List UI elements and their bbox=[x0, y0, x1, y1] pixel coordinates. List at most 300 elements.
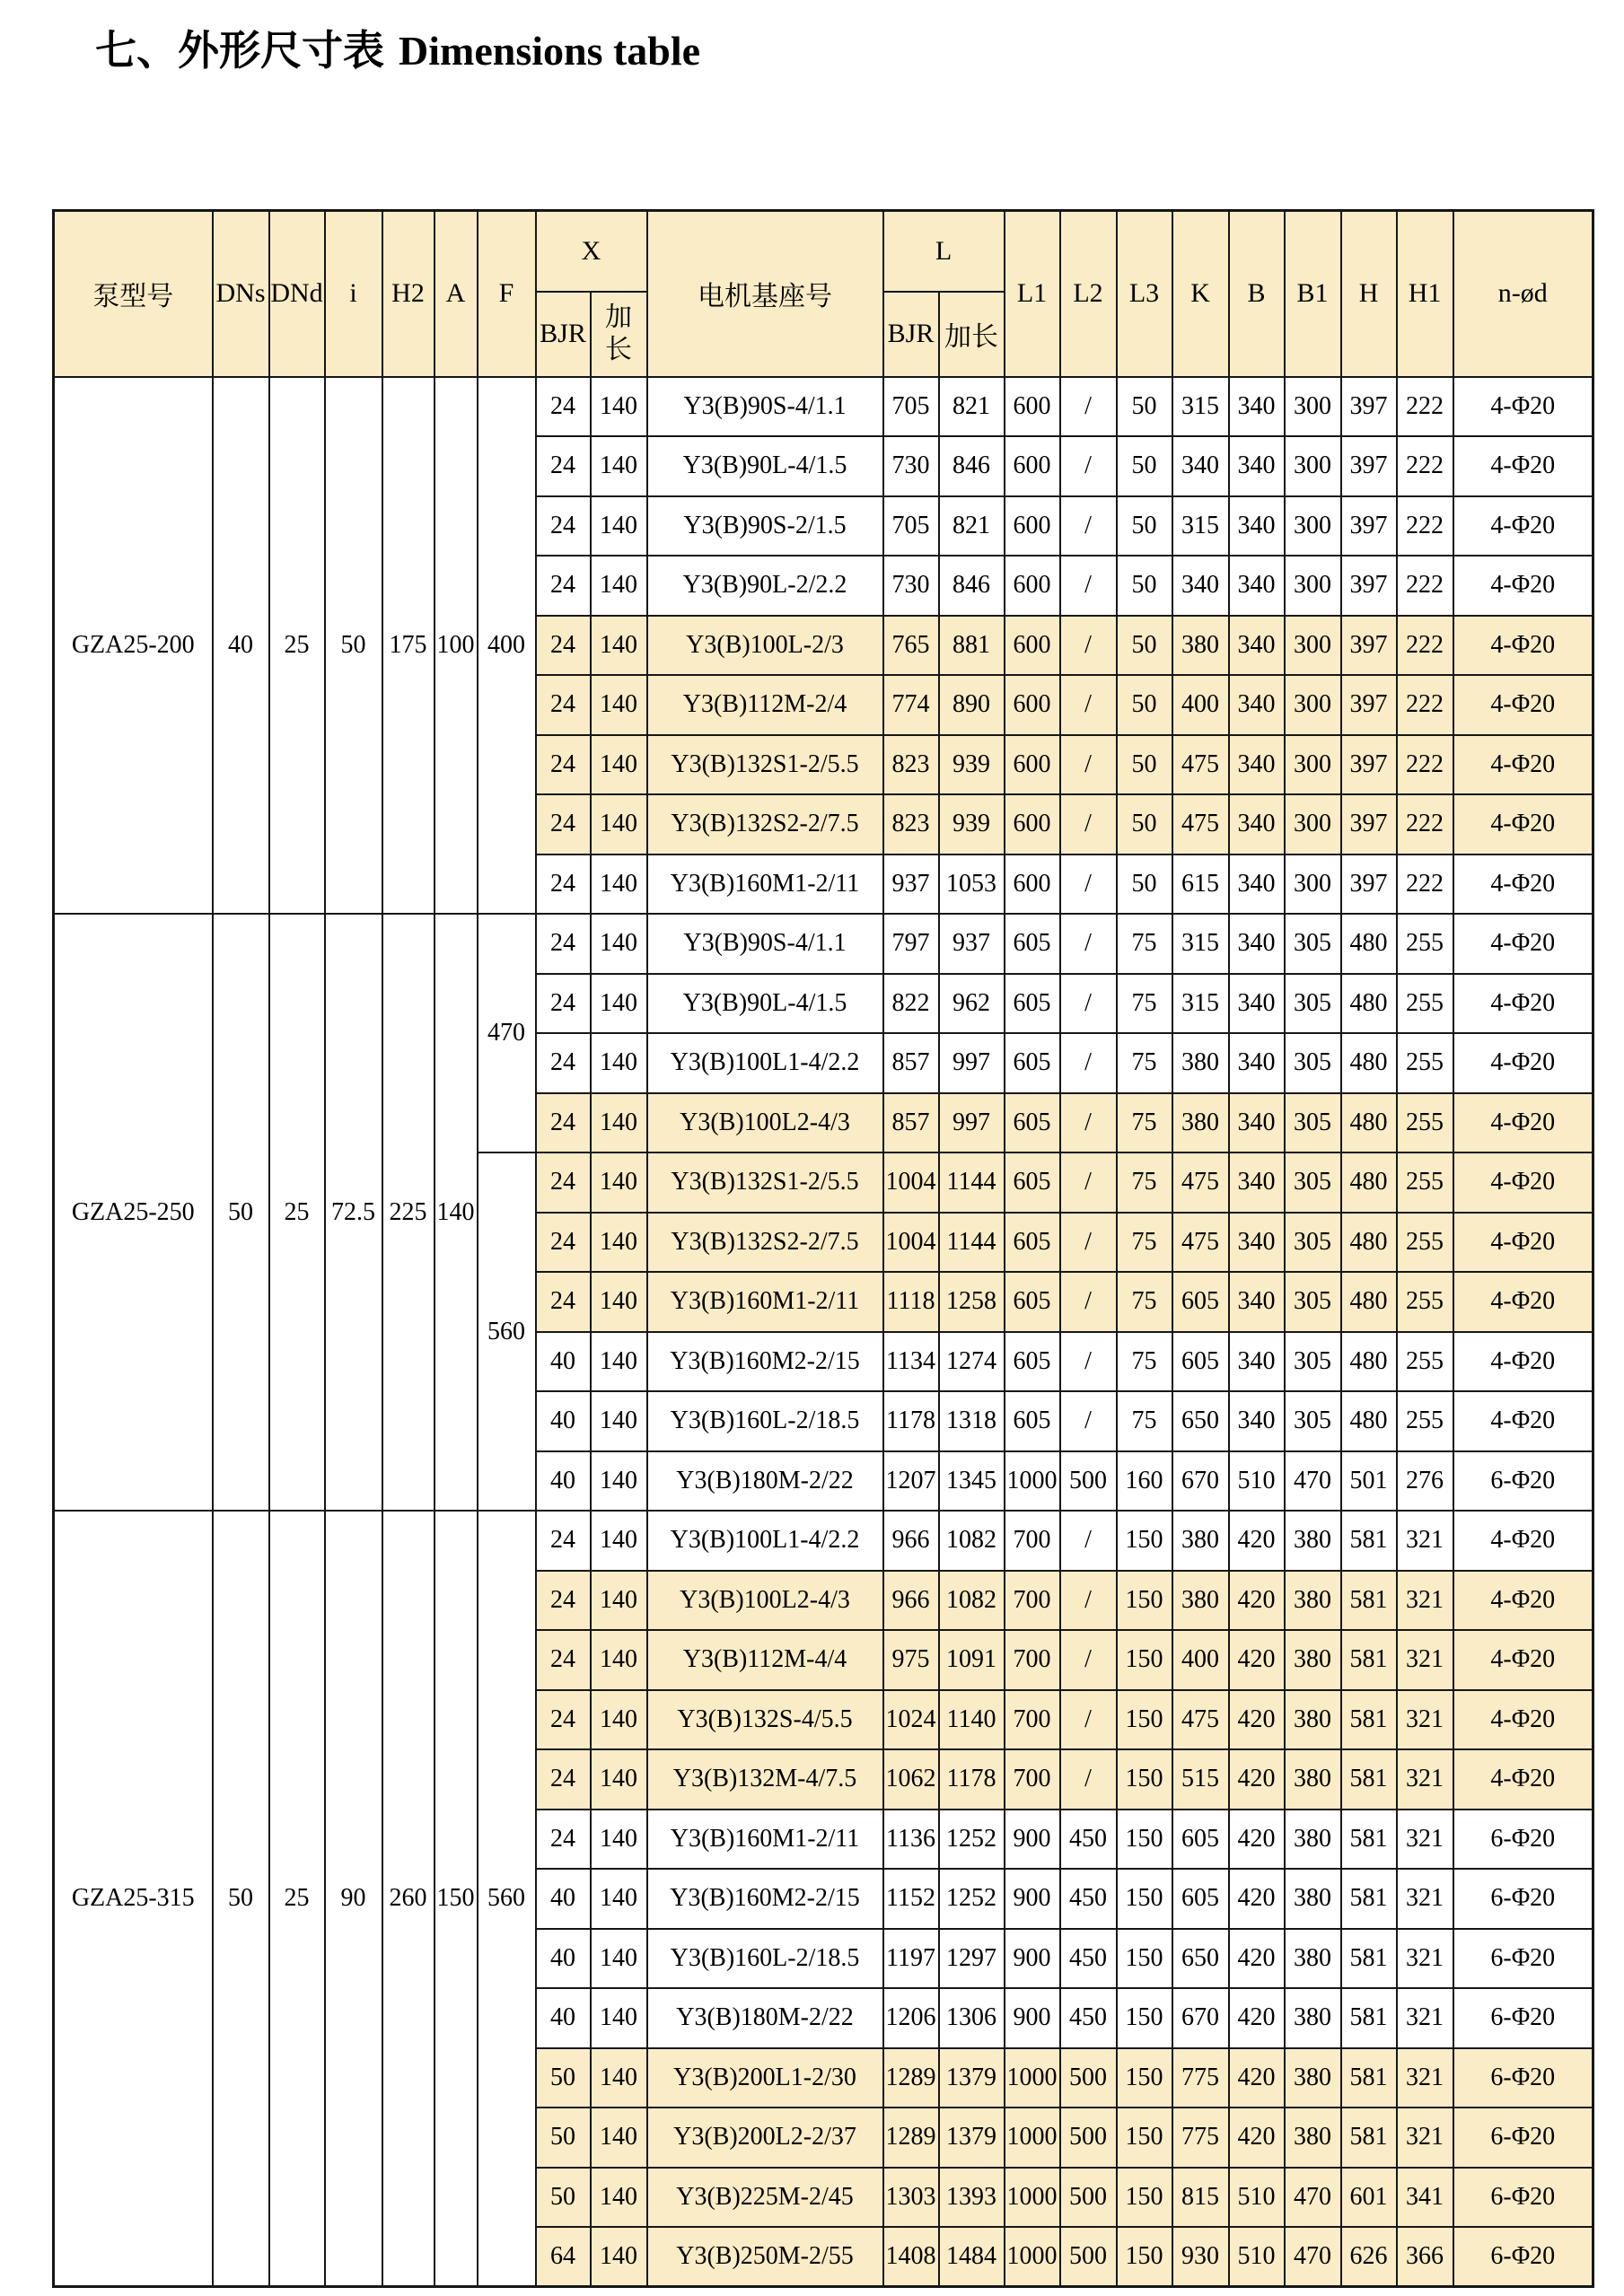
motor-base-cell: Y3(B)132M-4/7.5 bbox=[647, 1749, 883, 1810]
x-ext-cell: 140 bbox=[591, 1033, 647, 1093]
x-ext-cell: 140 bbox=[591, 436, 647, 496]
l3-cell: 150 bbox=[1117, 2048, 1172, 2108]
b-cell: 420 bbox=[1229, 1749, 1285, 1810]
k-cell: 400 bbox=[1172, 1630, 1229, 1690]
k-cell: 775 bbox=[1172, 2108, 1229, 2168]
l2-cell: 450 bbox=[1060, 1929, 1117, 1989]
header-l-bjr: BJR bbox=[883, 292, 939, 377]
x-ext-cell: 140 bbox=[591, 914, 647, 974]
l-bjr-cell: 705 bbox=[883, 496, 939, 556]
l3-cell: 50 bbox=[1117, 377, 1172, 437]
l-bjr-cell: 1136 bbox=[883, 1810, 939, 1870]
motor-base-cell: Y3(B)132S2-2/7.5 bbox=[647, 1213, 883, 1273]
h-cell: 480 bbox=[1341, 974, 1397, 1034]
x-ext-cell: 140 bbox=[591, 616, 647, 676]
l2-cell: 500 bbox=[1060, 2168, 1117, 2228]
l-ext-cell: 1082 bbox=[939, 1511, 1005, 1571]
x-ext-cell: 140 bbox=[591, 2168, 647, 2228]
b1-cell: 300 bbox=[1285, 854, 1341, 915]
motor-base-cell: Y3(B)132S1-2/5.5 bbox=[647, 735, 883, 795]
k-cell: 475 bbox=[1172, 1152, 1229, 1213]
l2-cell: / bbox=[1060, 556, 1117, 616]
f-cell: 560 bbox=[478, 1152, 536, 1511]
b1-cell: 305 bbox=[1285, 1033, 1341, 1093]
b-cell: 510 bbox=[1229, 2168, 1285, 2228]
b1-cell: 300 bbox=[1285, 735, 1341, 795]
k-cell: 515 bbox=[1172, 1749, 1229, 1810]
k-cell: 380 bbox=[1172, 1511, 1229, 1571]
n-od-cell: 6-Φ20 bbox=[1453, 1451, 1593, 1512]
motor-base-cell: Y3(B)160M1-2/11 bbox=[647, 1810, 883, 1870]
h1-cell: 321 bbox=[1397, 1690, 1453, 1750]
h-cell: 581 bbox=[1341, 1630, 1397, 1690]
l-ext-cell: 939 bbox=[939, 735, 1005, 795]
h-cell: 480 bbox=[1341, 1033, 1397, 1093]
k-cell: 315 bbox=[1172, 974, 1229, 1034]
h-cell: 480 bbox=[1341, 1152, 1397, 1213]
x-bjr-cell: 24 bbox=[536, 1690, 591, 1750]
n-od-cell: 4-Φ20 bbox=[1453, 1630, 1593, 1690]
x-bjr-cell: 50 bbox=[536, 2108, 591, 2168]
n-od-cell: 4-Φ20 bbox=[1453, 1391, 1593, 1451]
b1-cell: 380 bbox=[1285, 1511, 1341, 1571]
n-od-cell: 6-Φ20 bbox=[1453, 2108, 1593, 2168]
x-bjr-cell: 40 bbox=[536, 1869, 591, 1929]
x-bjr-cell: 24 bbox=[536, 974, 591, 1034]
l-ext-cell: 1053 bbox=[939, 854, 1005, 915]
x-bjr-cell: 50 bbox=[536, 2048, 591, 2108]
l-bjr-cell: 1197 bbox=[883, 1929, 939, 1989]
n-od-cell: 6-Φ20 bbox=[1453, 1929, 1593, 1989]
l1-cell: 605 bbox=[1005, 1033, 1060, 1093]
k-cell: 670 bbox=[1172, 1988, 1229, 2048]
header-b: B bbox=[1229, 211, 1285, 377]
h-cell: 397 bbox=[1341, 854, 1397, 915]
h1-cell: 255 bbox=[1397, 1213, 1453, 1273]
x-bjr-cell: 24 bbox=[536, 556, 591, 616]
x-bjr-cell: 24 bbox=[536, 735, 591, 795]
header-b1: B1 bbox=[1285, 211, 1341, 377]
n-od-cell: 6-Φ20 bbox=[1453, 1988, 1593, 2048]
n-od-cell: 4-Φ20 bbox=[1453, 1332, 1593, 1392]
x-bjr-cell: 24 bbox=[536, 1093, 591, 1153]
header-h1: H1 bbox=[1397, 211, 1453, 377]
l1-cell: 605 bbox=[1005, 914, 1060, 974]
l-bjr-cell: 1289 bbox=[883, 2048, 939, 2108]
l1-cell: 605 bbox=[1005, 1272, 1060, 1332]
x-ext-cell: 140 bbox=[591, 1929, 647, 1989]
header-l: L bbox=[883, 211, 1005, 292]
x-ext-cell: 140 bbox=[591, 794, 647, 854]
dns-cell: 50 bbox=[213, 1511, 269, 2287]
l1-cell: 1000 bbox=[1005, 1451, 1060, 1512]
b-cell: 420 bbox=[1229, 2048, 1285, 2108]
motor-base-cell: Y3(B)180M-2/22 bbox=[647, 1988, 883, 2048]
motor-base-cell: Y3(B)100L-2/3 bbox=[647, 616, 883, 676]
h-cell: 397 bbox=[1341, 496, 1397, 556]
l3-cell: 75 bbox=[1117, 1332, 1172, 1392]
n-od-cell: 4-Φ20 bbox=[1453, 377, 1593, 437]
l1-cell: 605 bbox=[1005, 1093, 1060, 1153]
header-f: F bbox=[478, 211, 536, 377]
l-bjr-cell: 966 bbox=[883, 1571, 939, 1631]
l2-cell: 450 bbox=[1060, 1869, 1117, 1929]
l2-cell: / bbox=[1060, 1630, 1117, 1690]
x-bjr-cell: 24 bbox=[536, 1571, 591, 1631]
h1-cell: 222 bbox=[1397, 675, 1453, 735]
dnd-cell: 25 bbox=[269, 377, 325, 915]
l3-cell: 150 bbox=[1117, 2168, 1172, 2228]
l3-cell: 75 bbox=[1117, 1272, 1172, 1332]
x-ext-cell: 140 bbox=[591, 1213, 647, 1273]
b1-cell: 305 bbox=[1285, 974, 1341, 1034]
k-cell: 815 bbox=[1172, 2168, 1229, 2228]
motor-base-cell: Y3(B)90S-2/1.5 bbox=[647, 496, 883, 556]
l-ext-cell: 846 bbox=[939, 436, 1005, 496]
b-cell: 510 bbox=[1229, 2227, 1285, 2287]
header-l1: L1 bbox=[1005, 211, 1060, 377]
motor-base-cell: Y3(B)160M1-2/11 bbox=[647, 1272, 883, 1332]
l3-cell: 150 bbox=[1117, 1869, 1172, 1929]
l2-cell: / bbox=[1060, 854, 1117, 915]
l-ext-cell: 846 bbox=[939, 556, 1005, 616]
h2-cell: 260 bbox=[382, 1511, 435, 2287]
x-bjr-cell: 64 bbox=[536, 2227, 591, 2287]
l1-cell: 600 bbox=[1005, 377, 1060, 437]
pump-model-cell: GZA25-200 bbox=[54, 377, 213, 915]
l-bjr-cell: 1408 bbox=[883, 2227, 939, 2287]
x-ext-cell: 140 bbox=[591, 1152, 647, 1213]
l-ext-cell: 1379 bbox=[939, 2108, 1005, 2168]
l3-cell: 75 bbox=[1117, 1391, 1172, 1451]
n-od-cell: 6-Φ20 bbox=[1453, 2227, 1593, 2287]
h-cell: 480 bbox=[1341, 1213, 1397, 1273]
l1-cell: 600 bbox=[1005, 556, 1060, 616]
x-ext-cell: 140 bbox=[591, 675, 647, 735]
l1-cell: 700 bbox=[1005, 1749, 1060, 1810]
l3-cell: 50 bbox=[1117, 436, 1172, 496]
l-bjr-cell: 857 bbox=[883, 1093, 939, 1153]
l3-cell: 150 bbox=[1117, 1571, 1172, 1631]
k-cell: 475 bbox=[1172, 1690, 1229, 1750]
l1-cell: 1000 bbox=[1005, 2108, 1060, 2168]
x-ext-cell: 140 bbox=[591, 974, 647, 1034]
b1-cell: 470 bbox=[1285, 1451, 1341, 1512]
motor-base-cell: Y3(B)132S1-2/5.5 bbox=[647, 1152, 883, 1213]
l2-cell: / bbox=[1060, 377, 1117, 437]
b-cell: 420 bbox=[1229, 2108, 1285, 2168]
h-cell: 480 bbox=[1341, 914, 1397, 974]
b-cell: 340 bbox=[1229, 854, 1285, 915]
f-cell: 400 bbox=[478, 377, 536, 915]
i-cell: 90 bbox=[325, 1511, 382, 2287]
l3-cell: 150 bbox=[1117, 1929, 1172, 1989]
k-cell: 340 bbox=[1172, 436, 1229, 496]
h-cell: 626 bbox=[1341, 2227, 1397, 2287]
b1-cell: 380 bbox=[1285, 1810, 1341, 1870]
h1-cell: 222 bbox=[1397, 436, 1453, 496]
n-od-cell: 6-Φ20 bbox=[1453, 2168, 1593, 2228]
l1-cell: 600 bbox=[1005, 735, 1060, 795]
k-cell: 315 bbox=[1172, 914, 1229, 974]
b1-cell: 305 bbox=[1285, 1093, 1341, 1153]
l-ext-cell: 821 bbox=[939, 496, 1005, 556]
x-ext-cell: 140 bbox=[591, 1391, 647, 1451]
l1-cell: 605 bbox=[1005, 1152, 1060, 1213]
x-bjr-cell: 24 bbox=[536, 794, 591, 854]
h1-cell: 366 bbox=[1397, 2227, 1453, 2287]
l3-cell: 75 bbox=[1117, 1213, 1172, 1273]
h1-cell: 255 bbox=[1397, 1332, 1453, 1392]
l1-cell: 700 bbox=[1005, 1630, 1060, 1690]
b1-cell: 305 bbox=[1285, 1213, 1341, 1273]
h2-cell: 175 bbox=[382, 377, 435, 915]
l1-cell: 605 bbox=[1005, 974, 1060, 1034]
n-od-cell: 4-Φ20 bbox=[1453, 616, 1593, 676]
b1-cell: 470 bbox=[1285, 2227, 1341, 2287]
b-cell: 340 bbox=[1229, 794, 1285, 854]
motor-base-cell: Y3(B)90L-4/1.5 bbox=[647, 974, 883, 1034]
l2-cell: / bbox=[1060, 1749, 1117, 1810]
l3-cell: 150 bbox=[1117, 1749, 1172, 1810]
l-ext-cell: 1082 bbox=[939, 1571, 1005, 1631]
motor-base-cell: Y3(B)132S-4/5.5 bbox=[647, 1690, 883, 1750]
l2-cell: / bbox=[1060, 794, 1117, 854]
l2-cell: / bbox=[1060, 1690, 1117, 1750]
b-cell: 340 bbox=[1229, 675, 1285, 735]
n-od-cell: 4-Φ20 bbox=[1453, 1690, 1593, 1750]
l-bjr-cell: 1024 bbox=[883, 1690, 939, 1750]
n-od-cell: 4-Φ20 bbox=[1453, 974, 1593, 1034]
x-bjr-cell: 24 bbox=[536, 1152, 591, 1213]
a-cell: 100 bbox=[435, 377, 478, 915]
header-x-bjr: BJR bbox=[536, 292, 591, 377]
motor-base-cell: Y3(B)90S-4/1.1 bbox=[647, 914, 883, 974]
x-ext-cell: 140 bbox=[591, 2048, 647, 2108]
k-cell: 605 bbox=[1172, 1869, 1229, 1929]
n-od-cell: 4-Φ20 bbox=[1453, 496, 1593, 556]
l-bjr-cell: 1004 bbox=[883, 1213, 939, 1273]
b1-cell: 300 bbox=[1285, 794, 1341, 854]
l3-cell: 150 bbox=[1117, 1690, 1172, 1750]
h-cell: 480 bbox=[1341, 1332, 1397, 1392]
h1-cell: 255 bbox=[1397, 1093, 1453, 1153]
b1-cell: 470 bbox=[1285, 2168, 1341, 2228]
l-ext-cell: 1258 bbox=[939, 1272, 1005, 1332]
h-cell: 601 bbox=[1341, 2168, 1397, 2228]
b1-cell: 300 bbox=[1285, 556, 1341, 616]
h-cell: 397 bbox=[1341, 616, 1397, 676]
n-od-cell: 4-Φ20 bbox=[1453, 1511, 1593, 1571]
l-bjr-cell: 1303 bbox=[883, 2168, 939, 2228]
l-bjr-cell: 966 bbox=[883, 1511, 939, 1571]
x-bjr-cell: 24 bbox=[536, 854, 591, 915]
header-h: H bbox=[1341, 211, 1397, 377]
l1-cell: 1000 bbox=[1005, 2168, 1060, 2228]
x-bjr-cell: 24 bbox=[536, 496, 591, 556]
b1-cell: 380 bbox=[1285, 1988, 1341, 2048]
h1-cell: 321 bbox=[1397, 1929, 1453, 1989]
l2-cell: 450 bbox=[1060, 1988, 1117, 2048]
l3-cell: 50 bbox=[1117, 675, 1172, 735]
l1-cell: 900 bbox=[1005, 1810, 1060, 1870]
b1-cell: 300 bbox=[1285, 675, 1341, 735]
x-ext-cell: 140 bbox=[591, 1571, 647, 1631]
b-cell: 340 bbox=[1229, 974, 1285, 1034]
k-cell: 340 bbox=[1172, 556, 1229, 616]
l-bjr-cell: 730 bbox=[883, 556, 939, 616]
page-title-zh: 七、外形尺寸表 bbox=[95, 28, 384, 74]
x-bjr-cell: 40 bbox=[536, 1988, 591, 2048]
motor-base-cell: Y3(B)180M-2/22 bbox=[647, 1451, 883, 1512]
k-cell: 605 bbox=[1172, 1332, 1229, 1392]
pump-model-cell: GZA25-315 bbox=[54, 1511, 213, 2287]
n-od-cell: 6-Φ20 bbox=[1453, 1810, 1593, 1870]
h-cell: 581 bbox=[1341, 1988, 1397, 2048]
b1-cell: 380 bbox=[1285, 1869, 1341, 1929]
k-cell: 380 bbox=[1172, 1093, 1229, 1153]
l3-cell: 150 bbox=[1117, 2227, 1172, 2287]
b1-cell: 380 bbox=[1285, 2108, 1341, 2168]
l1-cell: 605 bbox=[1005, 1332, 1060, 1392]
l-ext-cell: 1274 bbox=[939, 1332, 1005, 1392]
table-header bbox=[54, 211, 1593, 377]
motor-base-cell: Y3(B)90L-4/1.5 bbox=[647, 436, 883, 496]
h1-cell: 222 bbox=[1397, 556, 1453, 616]
motor-base-cell: Y3(B)90L-2/2.2 bbox=[647, 556, 883, 616]
b1-cell: 305 bbox=[1285, 1332, 1341, 1392]
l2-cell: / bbox=[1060, 1272, 1117, 1332]
motor-base-cell: Y3(B)90S-4/1.1 bbox=[647, 377, 883, 437]
x-ext-cell: 140 bbox=[591, 1630, 647, 1690]
l-bjr-cell: 1206 bbox=[883, 1988, 939, 2048]
l3-cell: 75 bbox=[1117, 1093, 1172, 1153]
h-cell: 397 bbox=[1341, 675, 1397, 735]
l-ext-cell: 890 bbox=[939, 675, 1005, 735]
l-ext-cell: 1144 bbox=[939, 1213, 1005, 1273]
h1-cell: 321 bbox=[1397, 1571, 1453, 1631]
b1-cell: 300 bbox=[1285, 616, 1341, 676]
x-bjr-cell: 24 bbox=[536, 1810, 591, 1870]
b1-cell: 300 bbox=[1285, 436, 1341, 496]
x-ext-cell: 140 bbox=[591, 2108, 647, 2168]
n-od-cell: 4-Φ20 bbox=[1453, 1213, 1593, 1273]
l3-cell: 75 bbox=[1117, 914, 1172, 974]
dnd-cell: 25 bbox=[269, 1511, 325, 2287]
n-od-cell: 4-Φ20 bbox=[1453, 1749, 1593, 1810]
b-cell: 510 bbox=[1229, 1451, 1285, 1512]
l1-cell: 1000 bbox=[1005, 2048, 1060, 2108]
h-cell: 397 bbox=[1341, 735, 1397, 795]
l2-cell: / bbox=[1060, 496, 1117, 556]
l1-cell: 600 bbox=[1005, 436, 1060, 496]
l-ext-cell: 1484 bbox=[939, 2227, 1005, 2287]
motor-base-cell: Y3(B)200L2-2/37 bbox=[647, 2108, 883, 2168]
n-od-cell: 4-Φ20 bbox=[1453, 794, 1593, 854]
x-ext-cell: 140 bbox=[591, 2227, 647, 2287]
l2-cell: 500 bbox=[1060, 1451, 1117, 1512]
x-ext-cell: 140 bbox=[591, 1093, 647, 1153]
l1-cell: 900 bbox=[1005, 1869, 1060, 1929]
h-cell: 501 bbox=[1341, 1451, 1397, 1512]
h1-cell: 255 bbox=[1397, 1152, 1453, 1213]
x-ext-cell: 140 bbox=[591, 1511, 647, 1571]
h1-cell: 321 bbox=[1397, 1810, 1453, 1870]
n-od-cell: 6-Φ20 bbox=[1453, 1869, 1593, 1929]
l1-cell: 900 bbox=[1005, 1929, 1060, 1989]
l2-cell: 500 bbox=[1060, 2227, 1117, 2287]
l-bjr-cell: 1062 bbox=[883, 1749, 939, 1810]
motor-base-cell: Y3(B)160M2-2/15 bbox=[647, 1332, 883, 1392]
n-od-cell: 4-Φ20 bbox=[1453, 1272, 1593, 1332]
l-ext-cell: 1379 bbox=[939, 2048, 1005, 2108]
b-cell: 340 bbox=[1229, 1152, 1285, 1213]
b-cell: 340 bbox=[1229, 556, 1285, 616]
x-ext-cell: 140 bbox=[591, 1332, 647, 1392]
l2-cell: / bbox=[1060, 1152, 1117, 1213]
h2-cell: 225 bbox=[382, 914, 435, 1511]
b1-cell: 305 bbox=[1285, 1272, 1341, 1332]
l2-cell: / bbox=[1060, 735, 1117, 795]
k-cell: 775 bbox=[1172, 2048, 1229, 2108]
b-cell: 420 bbox=[1229, 1690, 1285, 1750]
l3-cell: 50 bbox=[1117, 854, 1172, 915]
h1-cell: 255 bbox=[1397, 1391, 1453, 1451]
l3-cell: 150 bbox=[1117, 1810, 1172, 1870]
k-cell: 315 bbox=[1172, 496, 1229, 556]
l-ext-cell: 1252 bbox=[939, 1810, 1005, 1870]
table-row bbox=[54, 377, 1593, 437]
l1-cell: 605 bbox=[1005, 1391, 1060, 1451]
l-bjr-cell: 937 bbox=[883, 854, 939, 915]
h1-cell: 255 bbox=[1397, 1272, 1453, 1332]
b-cell: 340 bbox=[1229, 616, 1285, 676]
motor-base-cell: Y3(B)100L1-4/2.2 bbox=[647, 1511, 883, 1571]
h1-cell: 321 bbox=[1397, 1988, 1453, 2048]
b-cell: 340 bbox=[1229, 1272, 1285, 1332]
header-motor-base: 电机基座号 bbox=[647, 211, 883, 377]
l1-cell: 600 bbox=[1005, 616, 1060, 676]
header-x-extended: 加长 bbox=[591, 292, 647, 377]
n-od-cell: 4-Φ20 bbox=[1453, 556, 1593, 616]
l-bjr-cell: 822 bbox=[883, 974, 939, 1034]
header-l-extended: 加长 bbox=[939, 292, 1005, 377]
l1-cell: 600 bbox=[1005, 794, 1060, 854]
l2-cell: / bbox=[1060, 1213, 1117, 1273]
l-bjr-cell: 857 bbox=[883, 1033, 939, 1093]
x-bjr-cell: 24 bbox=[536, 377, 591, 437]
h-cell: 581 bbox=[1341, 2048, 1397, 2108]
b-cell: 340 bbox=[1229, 1093, 1285, 1153]
x-ext-cell: 140 bbox=[591, 1869, 647, 1929]
k-cell: 615 bbox=[1172, 854, 1229, 915]
page-title-en: Dimensions table bbox=[399, 28, 701, 74]
k-cell: 475 bbox=[1172, 1213, 1229, 1273]
l-ext-cell: 997 bbox=[939, 1033, 1005, 1093]
x-ext-cell: 140 bbox=[591, 496, 647, 556]
h1-cell: 321 bbox=[1397, 1869, 1453, 1929]
h-cell: 581 bbox=[1341, 1571, 1397, 1631]
dnd-cell: 25 bbox=[269, 914, 325, 1511]
l3-cell: 50 bbox=[1117, 496, 1172, 556]
n-od-cell: 4-Φ20 bbox=[1453, 675, 1593, 735]
header-k: K bbox=[1172, 211, 1229, 377]
l3-cell: 50 bbox=[1117, 794, 1172, 854]
b-cell: 420 bbox=[1229, 1929, 1285, 1989]
dimensions-table-body bbox=[54, 377, 1593, 2287]
x-ext-cell: 140 bbox=[591, 1988, 647, 2048]
motor-base-cell: Y3(B)200L1-2/30 bbox=[647, 2048, 883, 2108]
